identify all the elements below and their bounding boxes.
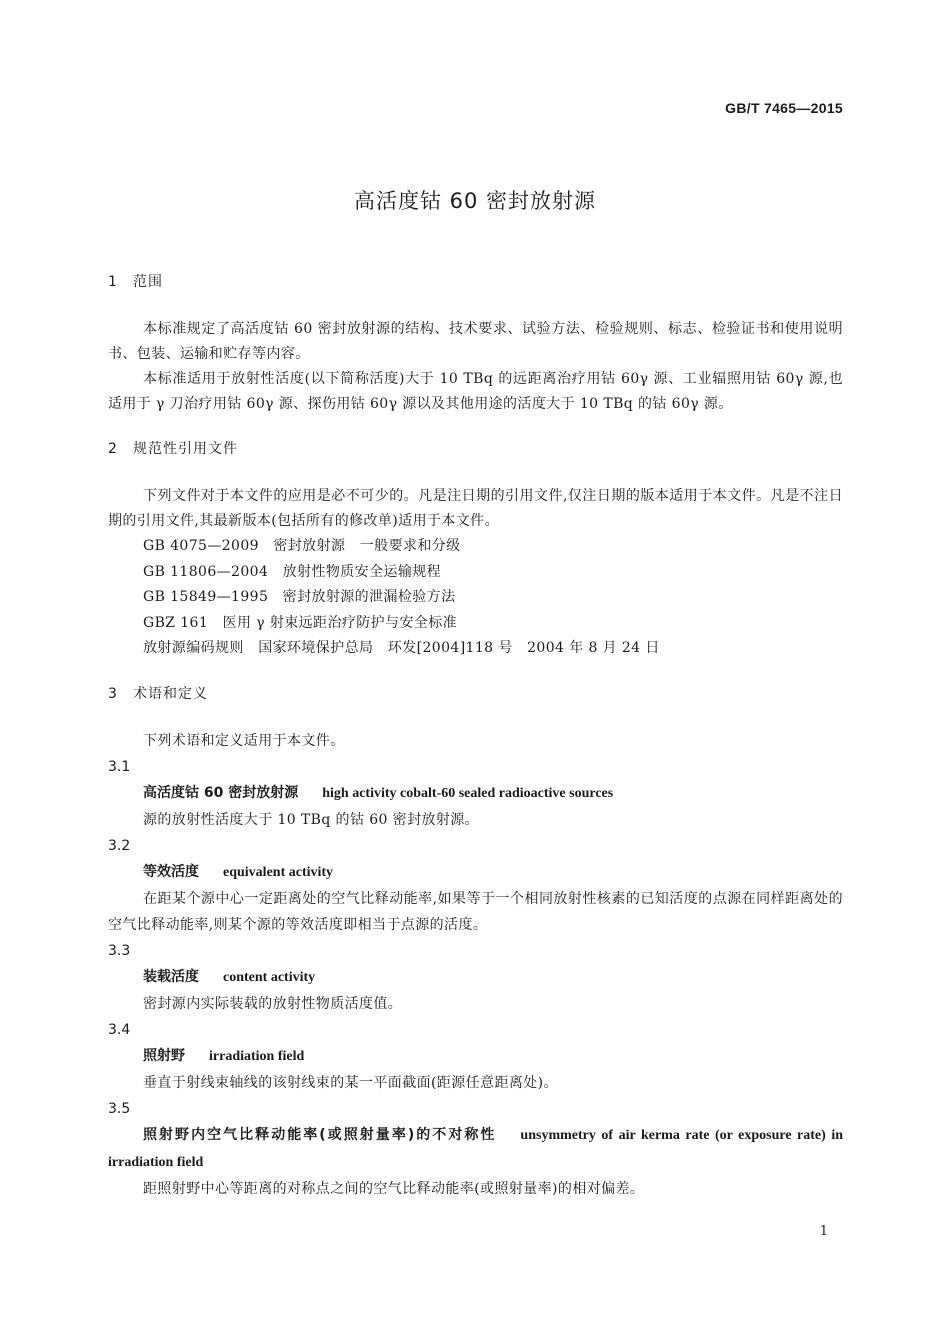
section-number: 2 <box>108 441 117 457</box>
term-entry <box>108 1017 843 1096</box>
section-3-heading <box>108 682 843 706</box>
term-name <box>108 780 843 807</box>
term-definition: 距照射野中心等距离的对称点之间的空气比释动能率(或照射量率)的相对偏差。 <box>143 1180 645 1197</box>
term-name-en: content activity <box>223 969 316 985</box>
term-name-zh: 装载活度 <box>143 968 199 985</box>
term-number: 3.4 <box>108 1021 131 1038</box>
term-entry <box>108 938 843 1017</box>
document-title: 高活度钴 60 密封放射源 <box>353 189 597 213</box>
section-title: 规范性引用文件 <box>133 441 238 457</box>
term-number: 3.1 <box>108 758 131 775</box>
standard-code: GB/T 7465—2015 <box>725 100 843 116</box>
term-name-zh: 照射野 <box>143 1047 185 1064</box>
reference-item: GB 15849—1995 密封放射源的泄漏检验方法 <box>143 589 456 605</box>
scope-paragraph: 本标准适用于放射性活度(以下简称活度)大于 10 TBq 的远距离治疗用钴 60γ 源、工业辐照用钴 60γ 源,也适用于 γ 刀治疗用钴 60γ 源、探伤用钴 60γ 源以及其他用途的活度大于 10 TBq 的钴 60γ 源。 <box>108 371 843 412</box>
term-number: 3.5 <box>108 1100 131 1117</box>
term-number: 3.2 <box>108 837 131 854</box>
terms-intro: 下列术语和定义适用于本文件。 <box>143 732 345 749</box>
reference-item: GB 11806—2004 放射性物质安全运输规程 <box>143 563 442 580</box>
references-intro: 下列文件对于本文件的应用是必不可少的。凡是注日期的引用文件,仅注日期的版本适用于本文件。凡是不注日期的引用文件,其最新版本(包括所有的修改单)适用于本文件。 <box>108 488 843 529</box>
term-name <box>108 859 843 886</box>
term-definition: 在距某个源中心一定距离处的空气比释动能率,如果等于一个相同放射性核素的已知活度的点源在同样距离处的空气比释动能率,则某个源的等效活度即相当于点源的活度。 <box>108 890 843 933</box>
reference-item: GBZ 161 医用 γ 射束远距治疗防护与安全标准 <box>143 614 458 631</box>
term-name-en: unsymmetry of air kerma rate (or exposure rate) in irradiation field <box>108 1127 844 1170</box>
section-number: 1 <box>108 274 117 290</box>
term-entry <box>108 833 843 938</box>
term-name-en: high activity cobalt-60 sealed radioactive sources <box>322 785 614 801</box>
section-title: 术语和定义 <box>133 685 208 702</box>
term-name <box>108 1043 843 1070</box>
document-body <box>108 270 843 1202</box>
section-2-heading <box>108 437 843 461</box>
term-name-zh: 高活度钴 60 密封放射源 <box>143 784 299 801</box>
term-definition: 密封源内实际装载的放射性物质活度值。 <box>143 995 403 1012</box>
reference-item: GB 4075—2009 密封放射源 一般要求和分级 <box>143 538 461 554</box>
term-name-en: equivalent activity <box>223 864 334 880</box>
scope-paragraph: 本标准规定了高活度钴 60 密封放射源的结构、技术要求、试验方法、检验规则、标志、检验证书和使用说明书、包装、运输和贮存等内容。 <box>108 321 843 362</box>
section-1-heading <box>108 270 843 294</box>
page-number: 1 <box>819 1224 828 1239</box>
section-number: 3 <box>108 685 117 702</box>
section-title: 范围 <box>133 274 163 290</box>
term-name <box>108 1122 843 1176</box>
term-name <box>108 964 843 991</box>
term-name-zh: 照射野内空气比释动能率(或照射量率)的不对称性 <box>143 1126 497 1143</box>
term-definition: 源的放射性活度大于 10 TBq 的钴 60 密封放射源。 <box>143 811 480 828</box>
term-name-en: irradiation field <box>209 1048 305 1064</box>
term-definition: 垂直于射线束轴线的该射线束的某一平面截面(距源任意距离处)。 <box>143 1074 558 1091</box>
term-entry <box>108 754 843 833</box>
reference-item: 放射源编码规则 国家环境保护总局 环发[2004]118 号 2004 年 8 月 24 日 <box>143 640 660 656</box>
term-number: 3.3 <box>108 942 131 959</box>
term-name-zh: 等效活度 <box>143 863 199 880</box>
term-entry <box>108 1096 843 1202</box>
